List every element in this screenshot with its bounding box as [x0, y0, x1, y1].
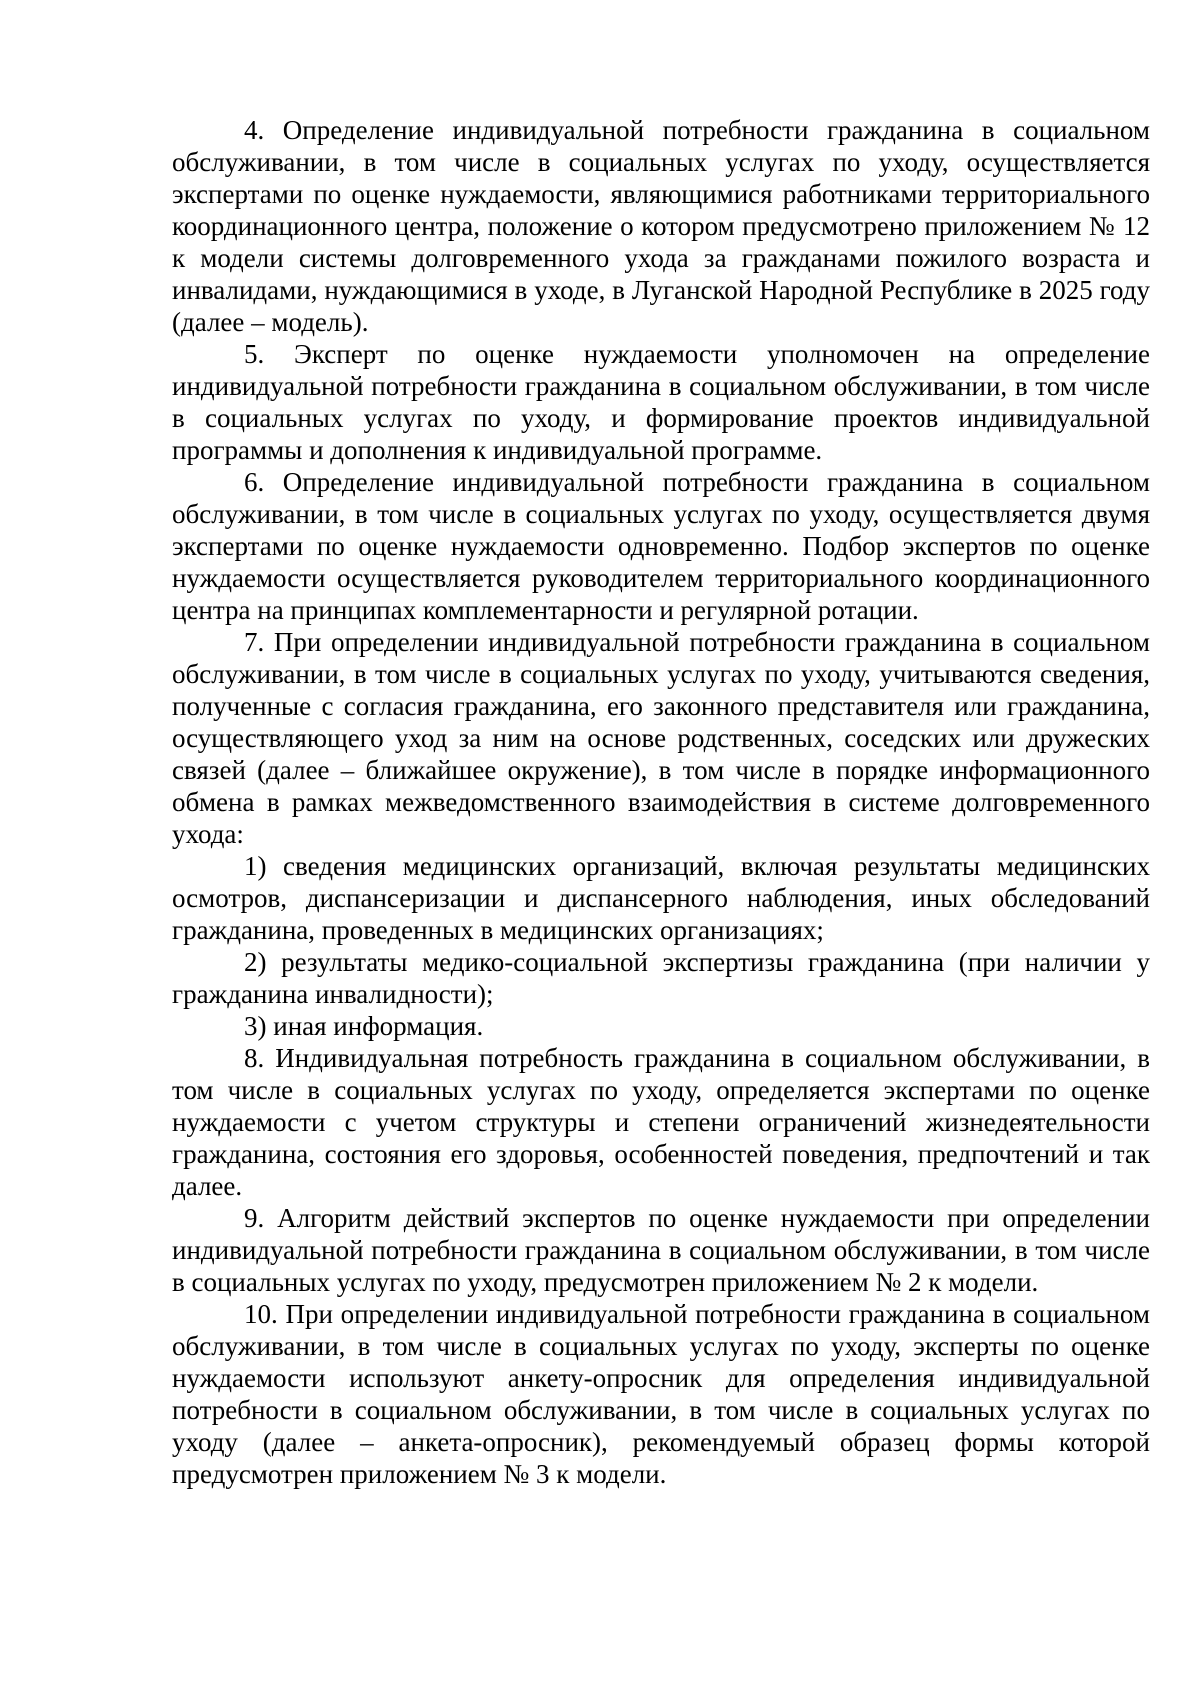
paragraph-item-8: 8. Индивидуальная потребность гражданина в социальном обслуживании, в том числе в социальных услугах по уходу, определяется экспертами по оценке нуждаемости с учетом структуры и степени ограничений жизнедеятельности гражданина, состояния его здоровья, особенностей поведения, предпочтений и так далее.	[172, 1043, 1150, 1201]
paragraph-item-6: 6. Определение индивидуальной потребности гражданина в социальном обслуживании, в том числе в социальных услугах по уходу, осуществляется двумя экспертами по оценке нуждаемости одновременно. Подбор экспертов по оценке нуждаемости осуществляется руководителем территориального координационного центра на принципах комплементарности и регулярной ротации.	[172, 467, 1150, 625]
subitem-2: 2) результаты медико-социальной экспертизы гражданина (при наличии у гражданина инвалидности);	[172, 947, 1150, 1009]
document-body	[172, 114, 1150, 1490]
subitem-1: 1) сведения медицинских организаций, включая результаты медицинских осмотров, диспансеризации и диспансерного наблюдения, иных обследований гражданина, проведенных в медицинских организациях;	[172, 851, 1150, 945]
paragraph-item-7: 7. При определении индивидуальной потребности гражданина в социальном обслуживании, в том числе в социальных услугах по уходу, учитываются сведения, полученные с согласия гражданина, его законного представителя или гражданина, осуществляющего уход за ним на основе родственных, соседских или дружеских связей (далее – ближайшее окружение), в том числе в порядке информационного обмена в рамках межведомственного взаимодействия в системе долговременного ухода:	[172, 627, 1150, 849]
paragraph-item-5: 5. Эксперт по оценке нуждаемости уполномочен на определение индивидуальной потребности гражданина в социальном обслуживании, в том числе в социальных услугах по уходу, и формирование проектов индивидуальной программы и дополнения к индивидуальной программе.	[172, 339, 1150, 465]
paragraph-item-10: 10. При определении индивидуальной потребности гражданина в социальном обслуживании, в том числе в социальных услугах по уходу, эксперты по оценке нуждаемости используют анкету-опросник для определения индивидуальной потребности в социальном обслуживании, в том числе в социальных услугах по уходу (далее – анкета-опросник), рекомендуемый образец формы которой предусмотрен приложением № 3 к модели.	[172, 1299, 1150, 1489]
subitem-3: 3) иная информация.	[244, 1011, 484, 1041]
paragraph-item-9: 9. Алгоритм действий экспертов по оценке нуждаемости при определении индивидуальной потребности гражданина в социальном обслуживании, в том числе в социальных услугах по уходу, предусмотрен приложением № 2 к модели.	[172, 1203, 1150, 1297]
paragraph-item-4: 4. Определение индивидуальной потребности гражданина в социальном обслуживании, в том числе в социальных услугах по уходу, осуществляется экспертами по оценке нуждаемости, являющимися работниками территориального координационного центра, положение о котором предусмотрено приложением № 12 к модели системы долговременного ухода за гражданами пожилого возраста и инвалидами, нуждающимися в уходе, в Луганской Народной Республике в 2025 году (далее – модель).	[172, 115, 1150, 337]
